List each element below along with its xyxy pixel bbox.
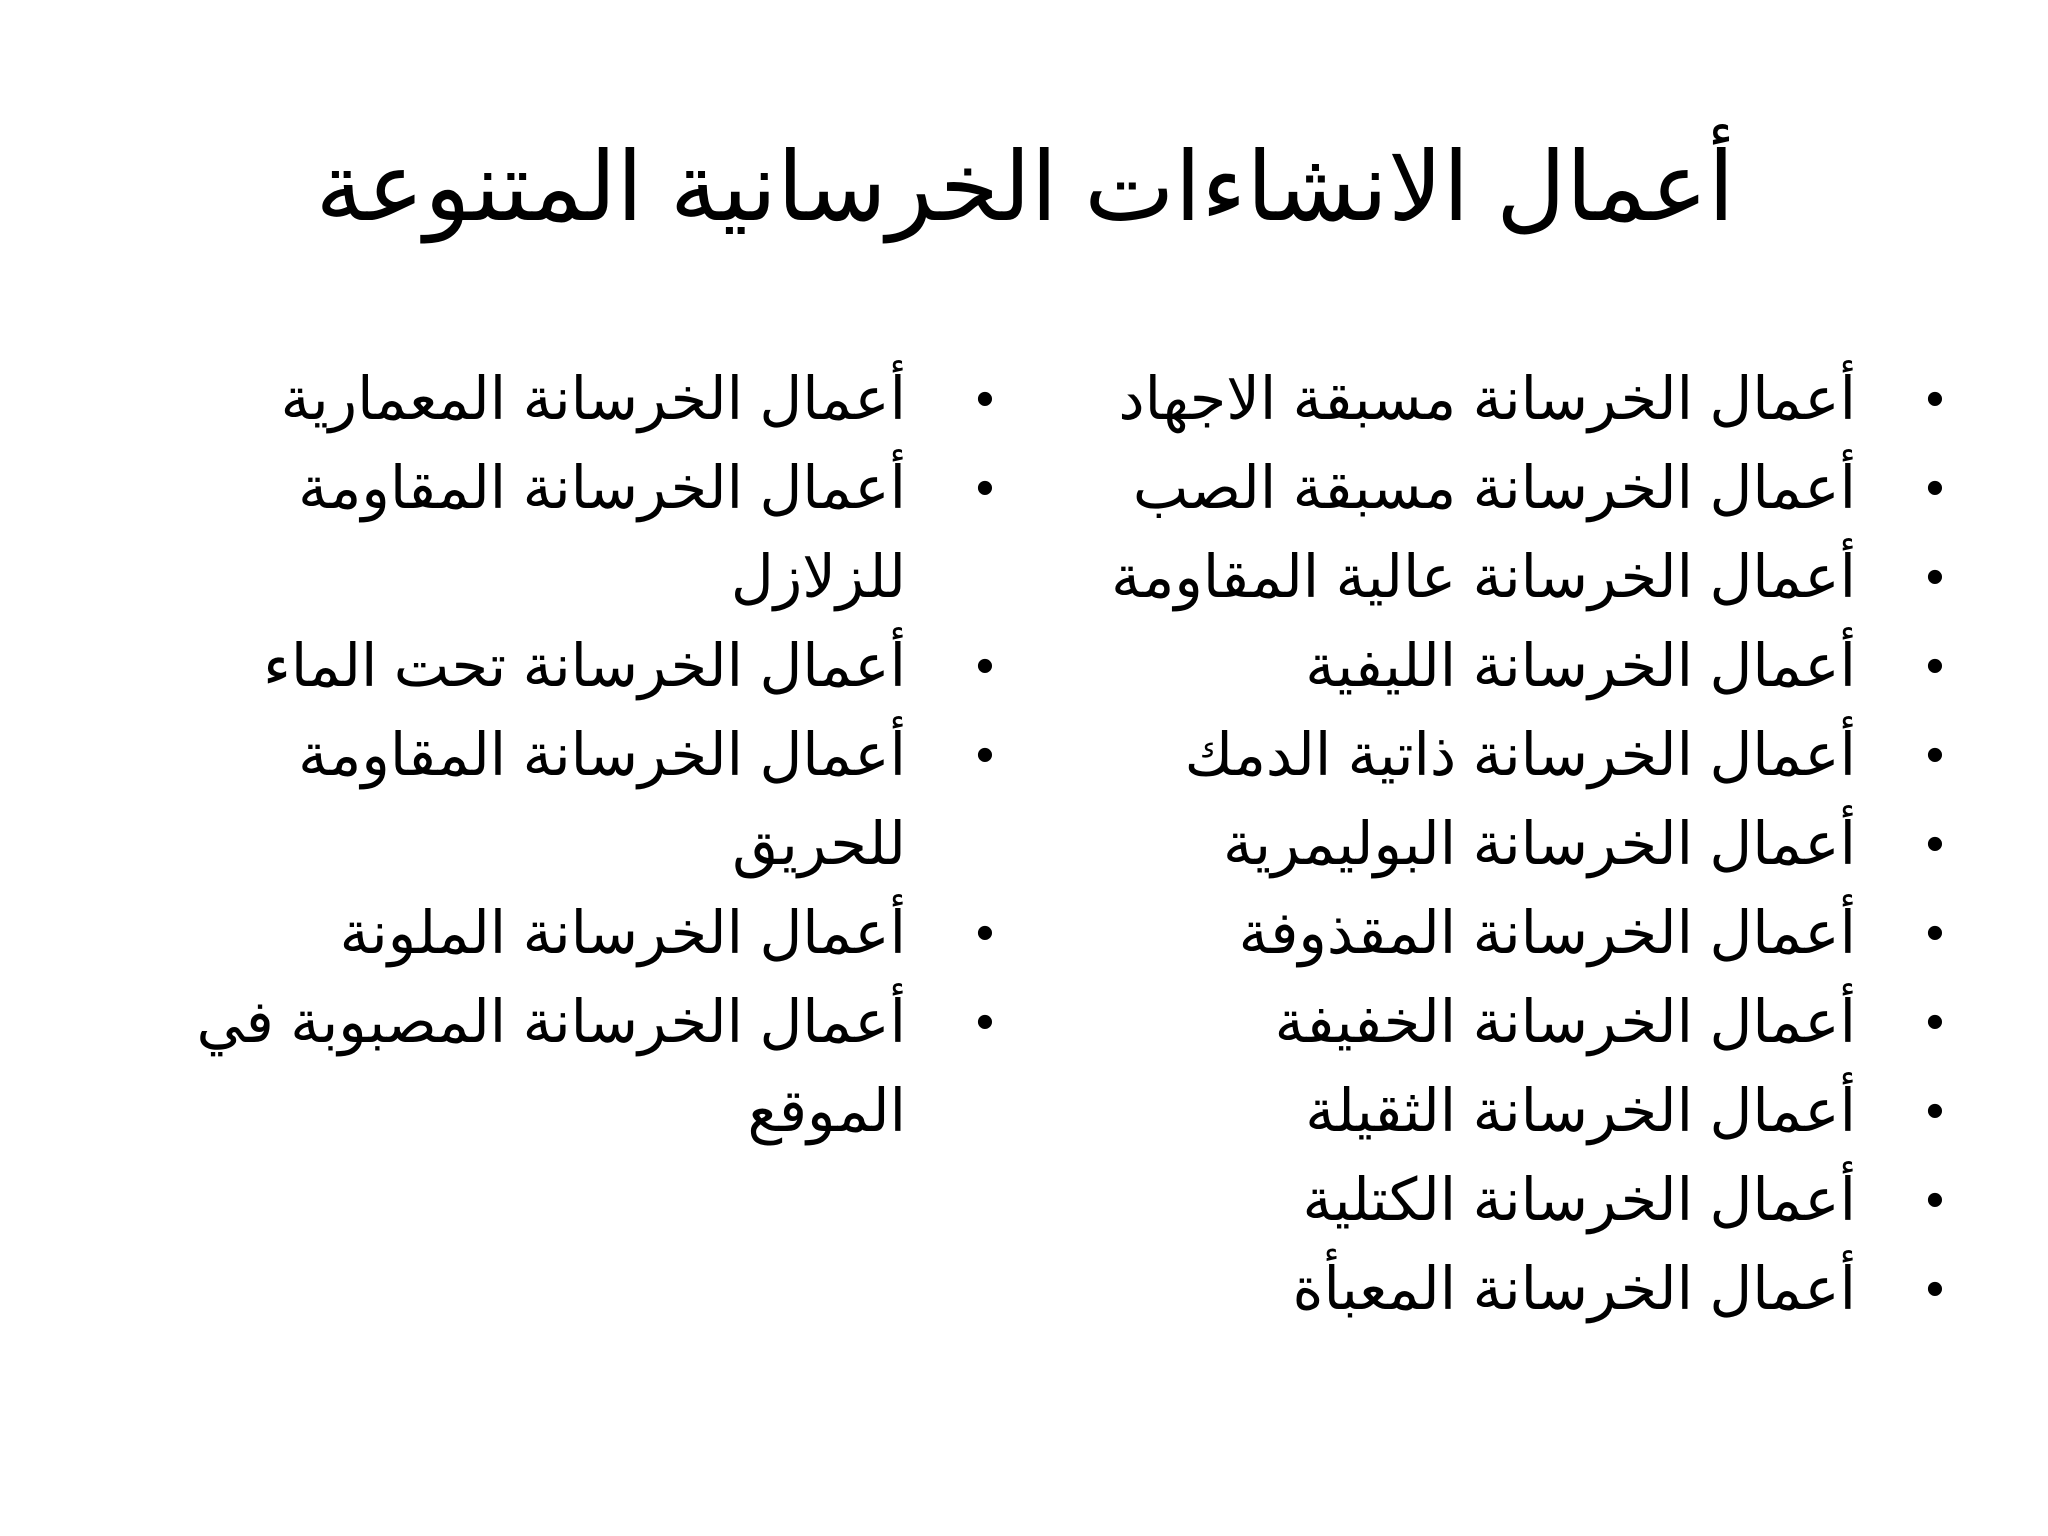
bullet-text: أعمال الخرسانة الثقيلة	[1305, 1078, 1856, 1144]
bullet-item	[120, 978, 1000, 1156]
bullet-text: أعمال الخرسانة المقذوفة	[1238, 900, 1856, 966]
bullet-text: أعمال الخرسانة الليفية	[1305, 633, 1856, 699]
bullet-dot-icon: •	[975, 370, 995, 428]
bullet-item	[1080, 533, 1950, 622]
bullet-dot-icon: •	[975, 637, 995, 695]
bullet-text: أعمال الخرسانة الكتلية	[1302, 1167, 1856, 1233]
bullet-text: أعمال الخرسانة المصبوبة في الموقع	[196, 989, 906, 1144]
bullet-text: أعمال الخرسانة الملونة	[339, 900, 906, 966]
bullet-item	[120, 355, 1000, 444]
bullet-item	[1080, 711, 1950, 800]
bullet-dot-icon: •	[975, 459, 995, 517]
bullet-item	[1080, 800, 1950, 889]
bullet-dot-icon: •	[975, 726, 995, 784]
bullet-dot-icon: •	[1925, 1260, 1945, 1318]
bullet-dot-icon: •	[1925, 904, 1945, 962]
bullet-dot-icon: •	[1925, 459, 1945, 517]
bullet-list-right	[1080, 355, 1950, 1334]
bullet-text: أعمال الخرسانة المقاومة للزلازل	[298, 455, 906, 610]
bullet-item	[1080, 889, 1950, 978]
bullet-item	[120, 444, 1000, 622]
slide-title: أعمال الانشاءات الخرسانية المتنوعة	[315, 134, 1735, 241]
bullet-item	[120, 711, 1000, 889]
bullet-text: أعمال الخرسانة تحت الماء	[263, 633, 906, 699]
bullet-text: أعمال الخرسانة المعمارية	[280, 366, 906, 432]
bullet-dot-icon: •	[1925, 815, 1945, 873]
bullet-text: أعمال الخرسانة المقاومة للحريق	[298, 722, 906, 877]
bullet-item	[1080, 622, 1950, 711]
bullet-text: أعمال الخرسانة المعبأة	[1292, 1256, 1856, 1322]
bullet-text: أعمال الخرسانة مسبقة الصب	[1132, 455, 1856, 521]
bullet-dot-icon: •	[1925, 370, 1945, 428]
bullet-item	[1080, 355, 1950, 444]
bullet-dot-icon: •	[1925, 726, 1945, 784]
bullet-item	[120, 889, 1000, 978]
bullet-dot-icon: •	[1925, 1171, 1945, 1229]
bullet-list-left	[120, 355, 1000, 1156]
bullet-item	[1080, 1156, 1950, 1245]
bullet-item	[1080, 1067, 1950, 1156]
bullet-dot-icon: •	[975, 904, 995, 962]
bullet-dot-icon: •	[1925, 548, 1945, 606]
bullet-item	[1080, 1245, 1950, 1334]
bullet-dot-icon: •	[1925, 637, 1945, 695]
bullet-text: أعمال الخرسانة مسبقة الاجهاد	[1118, 366, 1856, 432]
bullet-item	[1080, 444, 1950, 533]
bullet-dot-icon: •	[1925, 1082, 1945, 1140]
bullet-text: أعمال الخرسانة ذاتية الدمك	[1184, 722, 1856, 788]
bullet-item	[120, 622, 1000, 711]
bullet-text: أعمال الخرسانة الخفيفة	[1274, 989, 1856, 1055]
bullet-dot-icon: •	[975, 993, 995, 1051]
bullet-text: أعمال الخرسانة البوليمرية	[1223, 811, 1856, 877]
bullet-item	[1080, 978, 1950, 1067]
bullet-text: أعمال الخرسانة عالية المقاومة	[1111, 544, 1856, 610]
bullet-dot-icon: •	[1925, 993, 1945, 1051]
